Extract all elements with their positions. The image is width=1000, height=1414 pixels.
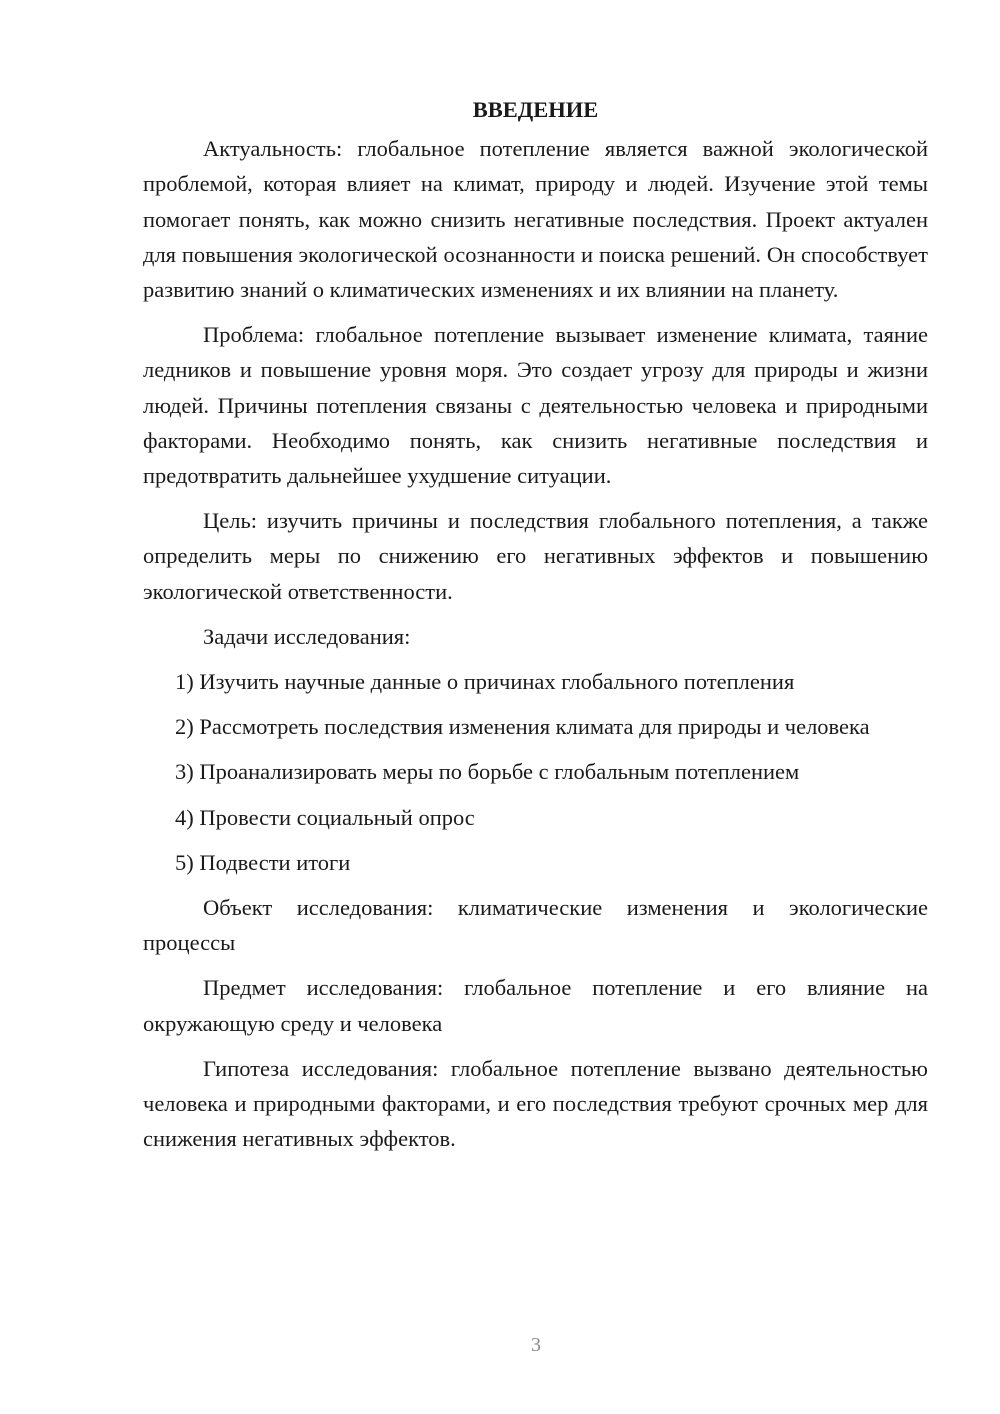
task-item-2: 2) Рассмотреть последствия изменения климата для природы и человека	[175, 714, 870, 740]
goal-paragraph: Цель: изучить причины и последствия глобального потепления, а также определить меры по снижению его негативных эффектов и повышению экологической ответственности.	[143, 508, 928, 604]
object-paragraph: Объект исследования: климатические изменения и экологические процессы	[143, 895, 928, 956]
tasks-heading: Задачи исследования:	[203, 623, 411, 649]
task-item-1: 1) Изучить научные данные о причинах глобального потепления	[175, 669, 795, 695]
relevance-paragraph: Актуальность: глобальное потепление является важной экологической проблемой, которая влияет на климат, природу и людей. Изучение этой темы помогает понять, как можно снизить негативные последствия. Проект актуален для повышения экологической осознанности и поиска решений. Он способствует развитию знаний о климатических изменениях и их влиянии на планету.	[143, 136, 928, 303]
hypothesis-paragraph: Гипотеза исследования: глобальное потепление вызвано деятельностью человека и природными факторами, и его последствия требуют срочных мер для снижения негативных эффектов.	[143, 1055, 928, 1152]
subject-paragraph: Предмет исследования: глобальное потепление и его влияние на окружающую среду и человека	[143, 975, 928, 1036]
problem-paragraph: Проблема: глобальное потепление вызывает изменение климата, таяние ледников и повышение уровня моря. Это создает угрозу для природы и жизни людей. Причины потепления связаны с деятельностью человека и природными факторами. Необходимо понять, как снизить негативные последствия и предотвратить дальнейшее ухудшение ситуации.	[143, 322, 928, 489]
task-item-4: 4) Провести социальный опрос	[175, 804, 475, 830]
section-title: ВВЕДЕНИЕ	[472, 97, 599, 122]
task-item-5: 5) Подвести итоги	[175, 849, 351, 875]
page-number: 3	[531, 1334, 541, 1356]
page-content	[143, 92, 928, 1166]
task-item-3: 3) Проанализировать меры по борьбе с глобальным потеплением	[175, 759, 800, 785]
